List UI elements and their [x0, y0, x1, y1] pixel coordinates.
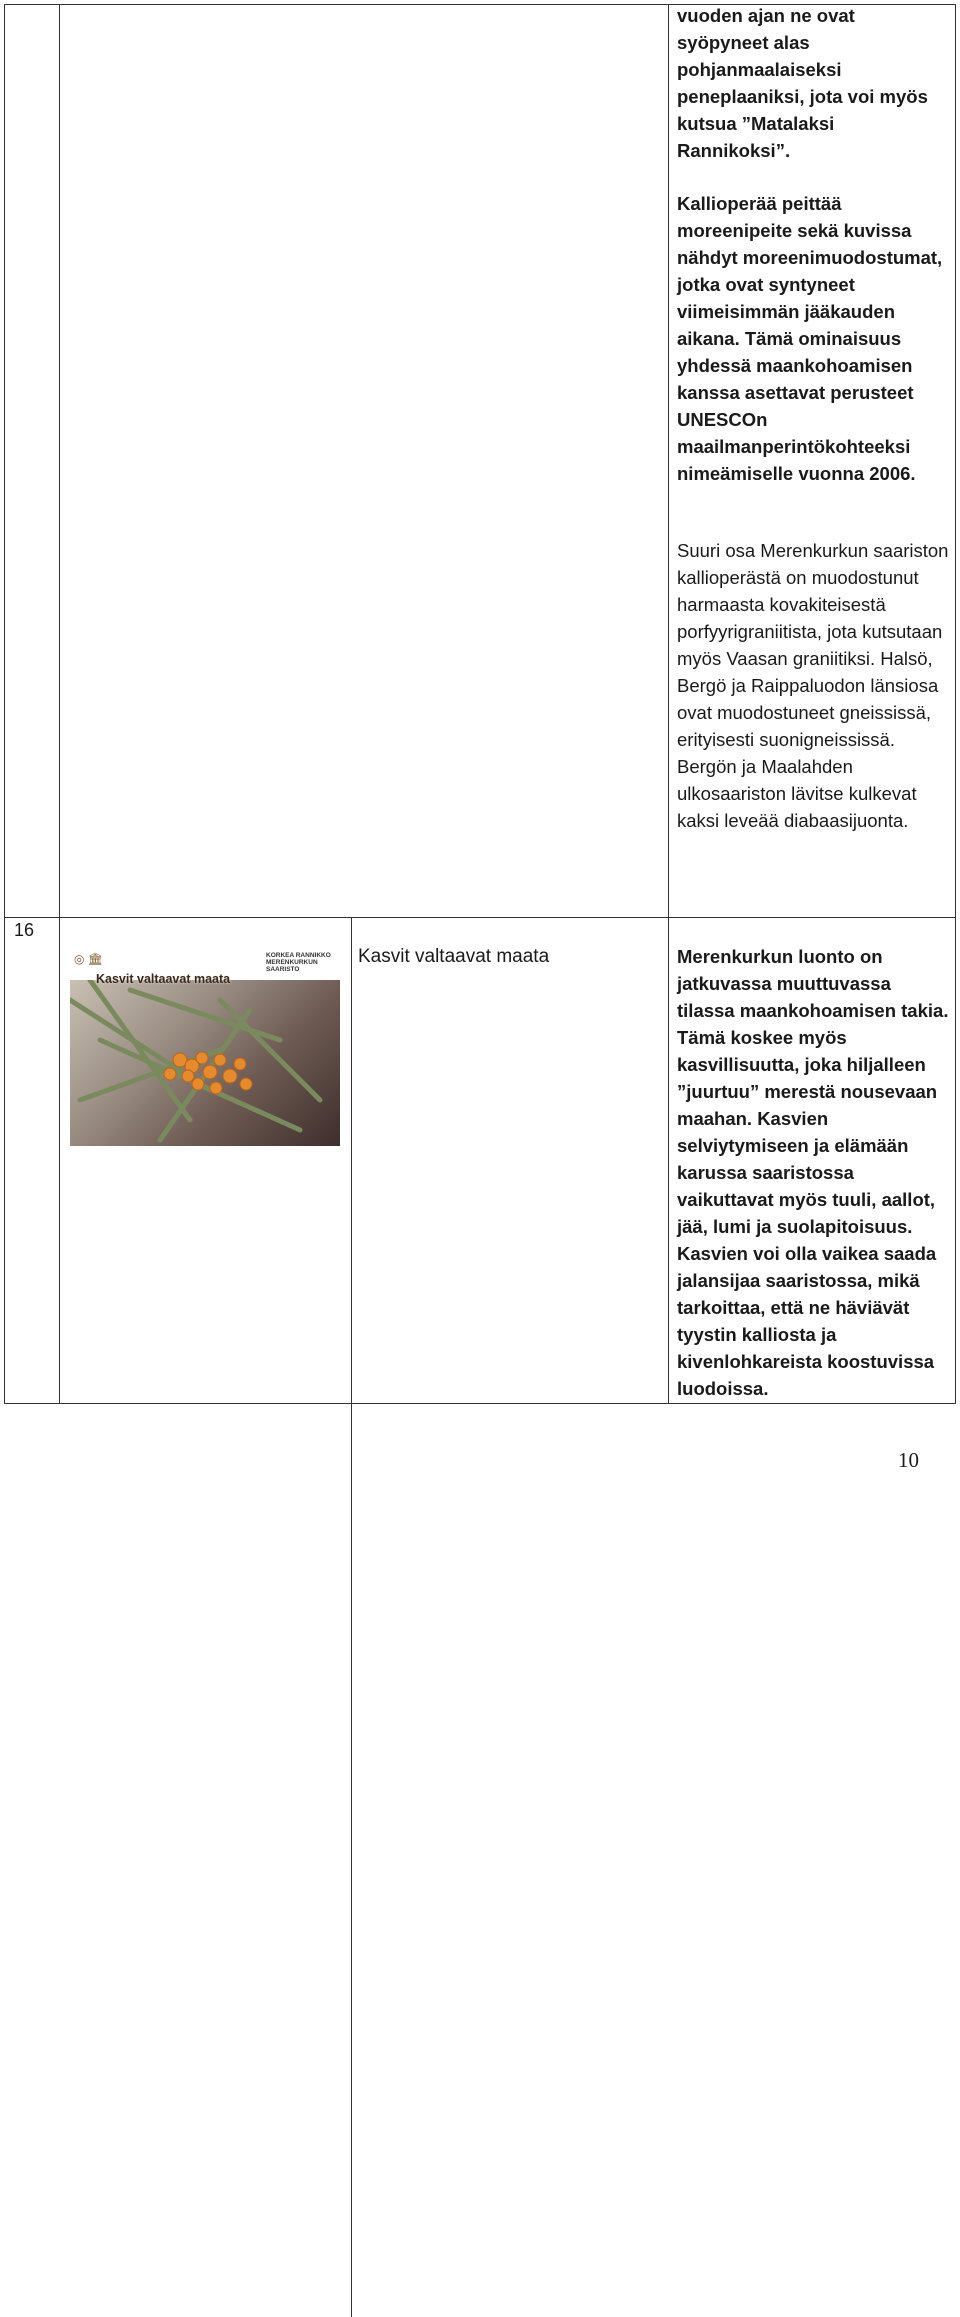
- berries-illustration: [70, 980, 340, 1146]
- row1-description-part2: Kallioperää peittää moreenipeite sekä kuvissa nähdyt moreenimuodostumat, jotka ovat syntyneet viimeisimmän jääkauden aikana. Tämä ominaisuus yhdessä maankohoamisen kanssa asettavat perusteet UNESCOn maailmanperintökohteeksi nimeämiselle vuonna 2006.: [677, 193, 943, 484]
- slide-title: Kasvit valtaavat maata: [96, 972, 231, 986]
- table-border: [4, 4, 5, 1404]
- row1-description-part3: Suuri osa Merenkurkun saariston kallioperästä on muodostunut harmaasta kovakiteisestä porfyyrigraniitista, jota kutsutaan myös Vaasan graniitiksi. Halsö, Bergö ja Raippaluodon länsiosa ovat muodostuneet gneississä, erityisesti suonigneississä. Bergön ja Maalahden ulkosaariston lävitse kulkevat kaksi leveää diabaasijuonta.: [677, 540, 949, 831]
- table-border: [955, 4, 956, 1404]
- table-border: [668, 4, 669, 1404]
- table-border: [351, 917, 352, 2317]
- row2-title: Kasvit valtaavat maata: [358, 946, 550, 967]
- unesco-logo-icon: ◎ 🏛: [74, 952, 104, 966]
- page-number: 10: [898, 1448, 919, 1472]
- row2-description: Merenkurkun luonto on jatkuvassa muuttuvassa tilassa maankohoamisen takia. Tämä koskee myös kasvillisuutta, joka hiljalleen ”juurtuu” merestä nousevaan maahan. Kasvien selviytymiseen ja elämään karussa saaristossa vaikuttavat myös tuuli, aallot, jää, lumi ja suolapitoisuus. Kasvien voi olla vaikea saada jalansijaa saaristossa, mikä tarkoittaa, että ne häviävät tyystin kalliosta ja kivenlohkareista koostuvissa luodoissa.: [677, 946, 949, 1399]
- table-border: [59, 4, 60, 1404]
- slide-thumbnail: [66, 946, 344, 1146]
- sea-buckthorn-photo: [70, 980, 340, 1146]
- row-number: 16: [14, 920, 35, 940]
- row1-description-part1: vuoden ajan ne ovat syöpyneet alas pohjanmaalaiseksi peneplaaniksi, jota voi myös kutsua ”Matalaksi Rannikoksi”.: [677, 5, 928, 161]
- slide-brand: KORKEA RANNIKKO MERENKURKUN SAARISTO: [266, 952, 331, 973]
